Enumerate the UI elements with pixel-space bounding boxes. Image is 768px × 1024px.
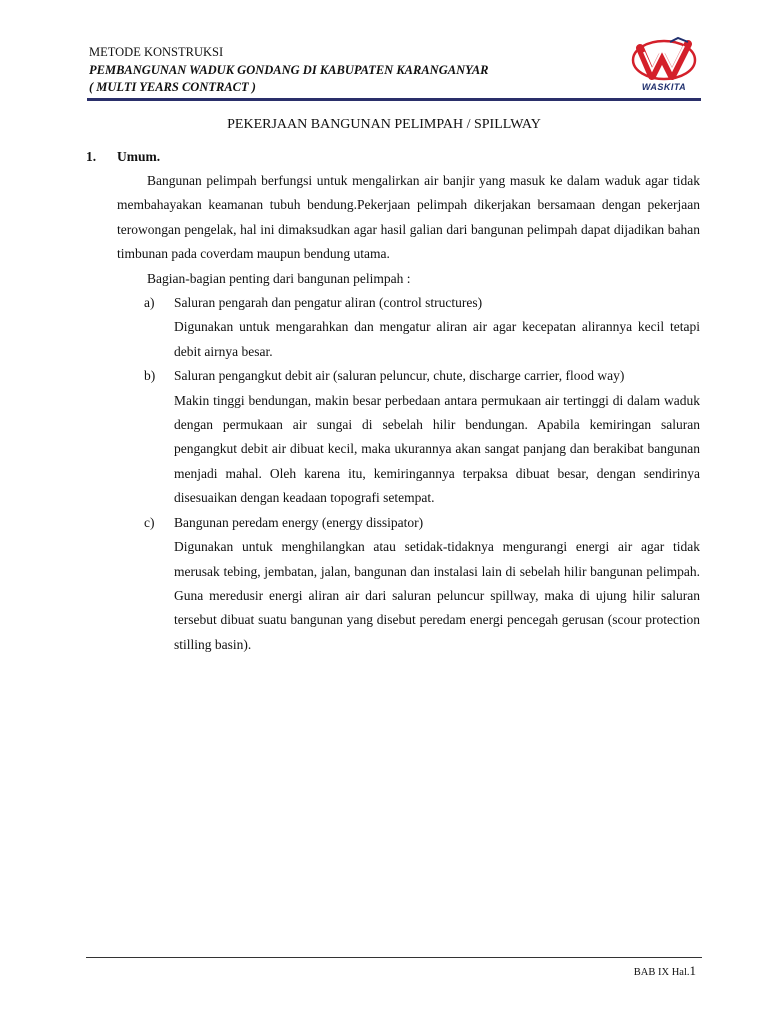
paragraph-parts-lead: Bagian-bagian penting dari bangunan pelimpah :	[147, 270, 411, 286]
waskita-logo-icon	[628, 36, 700, 86]
section-number: 1.	[86, 149, 97, 164]
list-item-label: a)	[144, 295, 155, 311]
list-item-title: Saluran pengarah dan pengatur aliran (control structures)	[174, 295, 483, 311]
page-number: 1	[689, 963, 696, 978]
list-item-title: Saluran pengangkut debit air (saluran peluncur, chute, discharge carrier, flood way)	[174, 368, 625, 384]
list-item-a-title	[86, 291, 700, 315]
section-heading	[86, 145, 700, 169]
footer-chapter: BAB IX Hal.	[633, 967, 690, 978]
header-divider	[87, 98, 701, 101]
footer-divider	[86, 957, 702, 958]
list-item-label: c)	[144, 514, 155, 530]
document-title: PEKERJAAN BANGUNAN PELIMPAH / SPILLWAY	[227, 117, 541, 132]
waskita-logo	[628, 36, 700, 98]
list-item-title: Bangunan peredam energy (energy dissipator)	[174, 514, 424, 530]
paragraph-intro: Bangunan pelimpah berfungsi untuk mengalirkan air banjir yang masuk ke dalam waduk agar tidak membahayakan keamanan tubuh bendung.Pekerjaan pelimpah dikerjakan bersamaan dengan pekerjaan terowongan pengelak, hal ini dimaksudkan agar hasil galian dari bangunan pelimpah dapat dijadikan bahan timbunan pada coverdam maupun bendung utama.	[117, 173, 700, 262]
list-item-label: b)	[144, 368, 156, 384]
list-item-b-text: Makin tinggi bendungan, makin besar perbedaan antara permukaan air tertinggi di dalam waduk dengan permukaan air sungai di sebelah hilir bendungan. Apabila kemiringan saluran pengangkut debit air dibuat kecil, maka ukurannya akan sangat panjang dan berakibat bangunan menjadi mahal. Oleh karena itu, kemiringannya terpaksa dibuat besar, dengan sendirinya disesuaikan dengan keadaan topografi setempat.	[174, 392, 700, 506]
header-line-contract: ( MULTI YEARS CONTRACT )	[89, 80, 256, 94]
page-footer	[634, 963, 696, 979]
list-item-a-text: Digunakan untuk mengarahkan dan mengatur aliran air agar kecepatan alirannya kecil tetapi debit airnya besar.	[174, 319, 700, 359]
list-item-c-text: Digunakan untuk menghilangkan atau setidak-tidaknya mengurangi energi air agar tidak merusak tebing, jembatan, jalan, bangunan dan instalasi lain di sebelah hilir bangunan pelimpah. Guna meredusir energi aliran air dari saluran peluncur spillway, maka di ujung hilir saluran tersebut dibuat suatu bangunan yang disebut peredam energi pencegah gerusan (scour protection stilling basin).	[174, 539, 700, 652]
header-line-project: PEMBANGUNAN WADUK GONDANG DI KABUPATEN KARANGANYAR	[89, 62, 489, 77]
header-line-method: METODE KONSTRUKSI	[89, 45, 224, 59]
list-item-c-title	[86, 511, 700, 535]
document-body	[86, 145, 700, 657]
logo-wordmark: WASKITA	[641, 82, 687, 92]
document-header	[89, 44, 709, 97]
list-item-b-title	[86, 364, 700, 388]
section-title: Umum.	[117, 149, 161, 164]
